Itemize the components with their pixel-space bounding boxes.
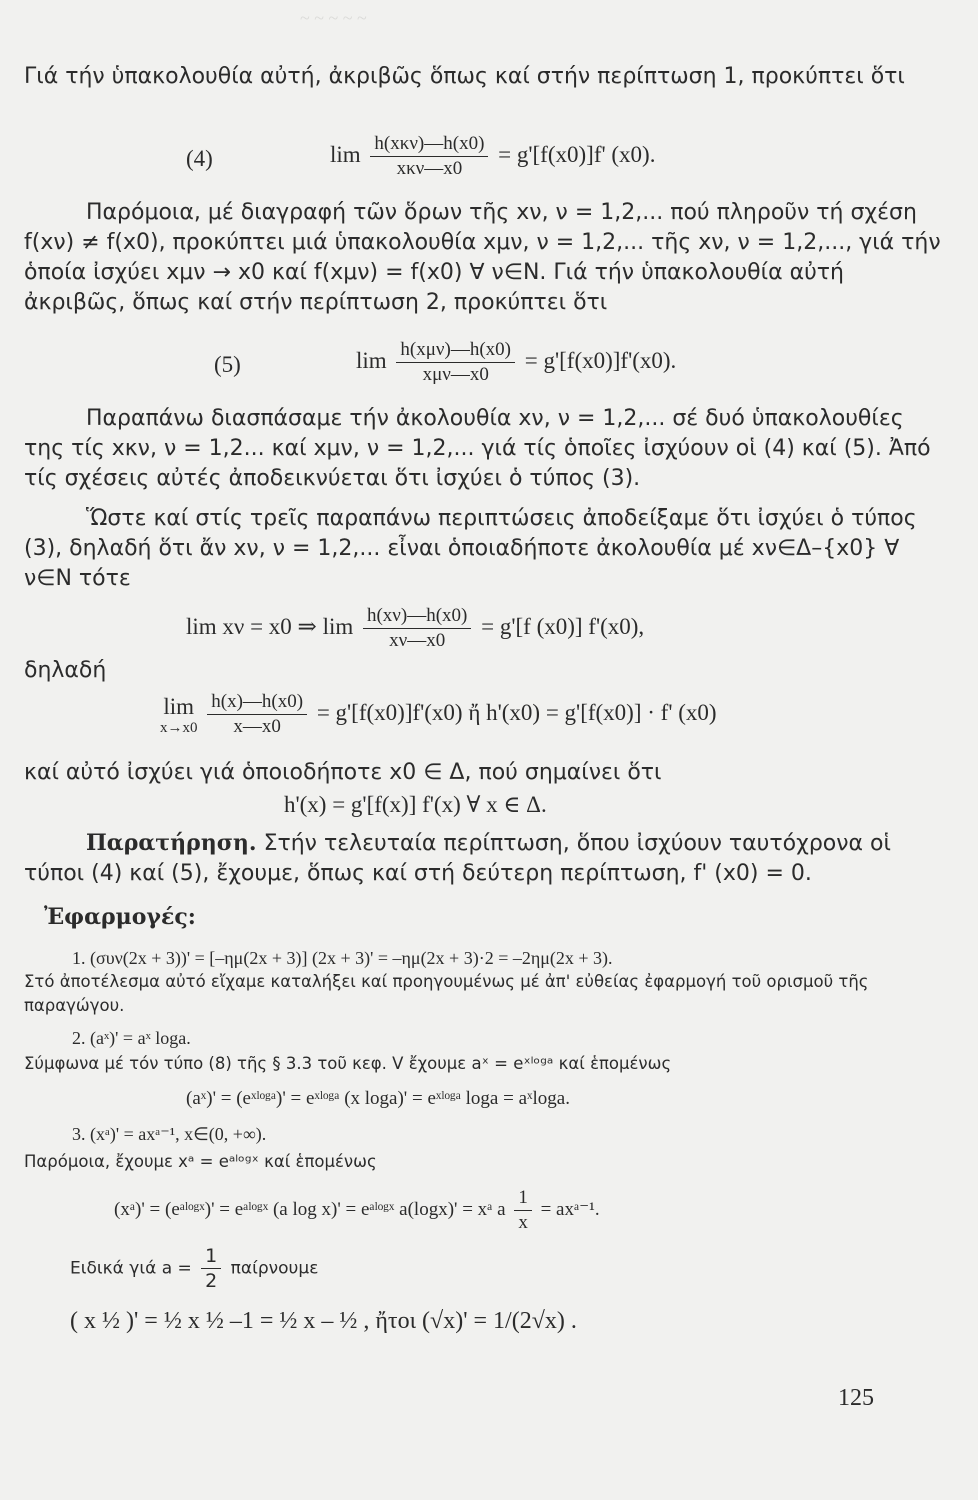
application-1: 1. (συν(2x + 3))' = [–ημ(2x + 3)] (2x + 3)' = –ημ(2x + 3)·2 = –2ημ(2x + 3). — [72, 948, 613, 968]
equation-7 — [160, 690, 717, 739]
eq7-lim: lim — [163, 693, 195, 719]
eq4-fraction — [370, 132, 488, 181]
application-4-text — [70, 1244, 318, 1293]
eq6-denominator: xν—x0 — [389, 630, 446, 651]
eq7-lim-sub: x→x0 — [160, 719, 198, 736]
eq5-lim: lim — [356, 347, 387, 373]
eq4-numerator: h(xκν)—h(x0) — [370, 132, 488, 157]
eq7-rhs: = g'[f(x0)]f'(x0) ἤ h'(x0) = g'[f(x0)] · f' (x0) — [316, 699, 717, 725]
paragraph-1: Γιά τήν ὑπακολουθία αὐτή, ἀκριβῶς ὅπως καί στήν περίπτωση 1, προκύπτει ὅτι — [24, 64, 905, 89]
paragraph-5: δηλαδή — [24, 658, 107, 683]
paragraph-4: Ὥστε καί στίς τρεῖς παραπάνω περιπτώσεις ἀποδείξαμε ὅτι ἰσχύει ὁ τύπος (3), δηλαδή ὅτι ἄν xν, ν = 1,2,... εἶναι ὁποιαδήποτε ἀκολουθία μέ xν∈Δ–{x0} ∀ ν∈N τότε — [24, 506, 917, 591]
eq4-label: (4) — [186, 146, 213, 171]
application-3-text: Παρόμοια, ἔχουμε xᵃ = eᵃˡᵒᵍˣ καί ἑπομένως — [24, 1152, 377, 1171]
eq7-numerator: h(x)—h(x0) — [207, 690, 307, 715]
eq5-fraction — [396, 338, 515, 387]
eq6-numerator: h(xν)—h(x0) — [363, 604, 471, 629]
a4-pre: Ειδικά γιά a = — [70, 1258, 192, 1279]
eq7-denominator: x—x0 — [233, 716, 281, 737]
remark-text: Στήν τελευταία περίπτωση, ὅπου ἰσχύουν ταυτόχρονα οἱ τύποι (4) καί (5), ἔχουμε, ὅπως καί στή δεύτερη περίπτωση, f' (x0) = 0. — [24, 831, 891, 886]
a4-denominator: 2 — [205, 1270, 218, 1292]
equation-4 — [330, 132, 655, 181]
equation-8: h'(x) = g'[f(x)] f'(x) ∀ x ∈ Δ. — [284, 792, 547, 817]
paragraph-6: καί αὐτό ἰσχύει γιά ὁποιοδήποτε x0 ∈ Δ, πού σημαίνει ὅτι — [24, 760, 662, 785]
eq5-numerator: h(xμν)—h(x0) — [396, 338, 515, 363]
eq4-denominator: xκν—x0 — [396, 158, 463, 179]
eq4-rhs: = g'[f(x0)]f' (x0). — [498, 141, 656, 167]
remark-paragraph — [24, 828, 944, 889]
a3eq-rhs: = axᵃ⁻¹. — [540, 1198, 600, 1220]
applications-title: Ἐφαρμογές: — [44, 904, 196, 930]
equation-5 — [356, 338, 676, 387]
eq6-rhs: = g'[f (x0)] f'(x0), — [481, 613, 645, 639]
eq5-rhs: = g'[f(x0)]f'(x0). — [524, 347, 677, 373]
a3eq-numerator: 1 — [514, 1186, 532, 1211]
a4-post: παίρνουμε — [230, 1258, 319, 1279]
remark-title: Παρατήρηση. — [86, 830, 257, 856]
show-through: ~ ~ ~ ~ ~ — [300, 8, 367, 28]
page-number: 125 — [838, 1385, 874, 1411]
eq6-fraction — [363, 604, 471, 653]
paragraph-3: Παραπάνω διασπάσαμε τήν ἀκολουθία xν, ν = 1,2,... σέ δυό ὑπακολουθίες της τίς xκν, ν = 1,2... καί xμν, ν = 1,2,... γιά τίς ὁποῖες ἰσχύουν οἱ (4) καί (5). Ἀπό τίς σχέσεις αὐτές ἀποδεικνύεται ὅτι ἰσχύει ὁ τύπος (3). — [24, 406, 931, 491]
application-2-equation: (aˣ)' = (eˣˡᵒᵍᵃ)' = eˣˡᵒᵍᵃ (x loga)' = eˣˡᵒᵍᵃ loga = aˣloga. — [186, 1088, 570, 1109]
application-3: 3. (xᵃ)' = axᵃ⁻¹, x∈(0, +∞). — [72, 1124, 267, 1144]
application-3-equation — [114, 1186, 600, 1235]
eq6-left: lim xν = x0 ⇒ lim — [186, 613, 354, 639]
paragraph-2: Παρόμοια, μέ διαγραφή τῶν ὅρων τῆς xν, ν = 1,2,... πού πληροῦν τή σχέση f(xν) ≠ f(x0), προκύπτει μιά ὑπακολουθία xμν, ν = 1,2,... τῆς xν, ν = 1,2,..., γιά τήν ὁποία ἰσχύει xμν → x0 καί f(xμν) = f(x0) ∀ ν∈N. Γιά τήν ὑπακολουθία αὐτή ἀκριβῶς, ὅπως καί στήν περίπτωση 2, προκύπτει ὅτι — [24, 200, 941, 315]
a4-fraction — [201, 1244, 221, 1293]
a3eq-fraction — [514, 1186, 532, 1235]
equation-6 — [186, 604, 644, 653]
a4-numerator: 1 — [201, 1244, 221, 1269]
application-2: 2. (aˣ)' = aˣ loga. — [72, 1028, 191, 1048]
eq4-lim: lim — [330, 141, 361, 167]
eq5-denominator: xμν—x0 — [422, 364, 489, 385]
a3eq-left: (xᵃ)' = (eᵃˡᵒᵍˣ)' = eᵃˡᵒᵍˣ (a log x)' = eᵃˡᵒᵍˣ a(logx)' = xᵃ a — [114, 1198, 506, 1220]
application-2-text: Σύμφωνα μέ τόν τύπο (8) τῆς § 3.3 τοῦ κεφ. V ἔχουμε aˣ = eˣˡᵒᵍᵃ καί ἑπομένως — [24, 1054, 672, 1073]
eq7-fraction — [207, 690, 307, 739]
a3eq-denominator: x — [518, 1212, 528, 1233]
eq5-label: (5) — [214, 352, 241, 377]
application-1-text: Στό ἀποτέλεσμα αὐτό εἴχαμε καταλήξει καί προηγουμένως μέ ἀπ' εὐθείας ἐφαρμογή τοῦ ορισμοῦ τῆς παραγώγου. — [24, 972, 869, 1015]
application-4-equation: ( x ½ )' = ½ x ½ –1 = ½ x – ½ , ἤτοι (√x)' = 1/(2√x) . — [70, 1308, 577, 1334]
